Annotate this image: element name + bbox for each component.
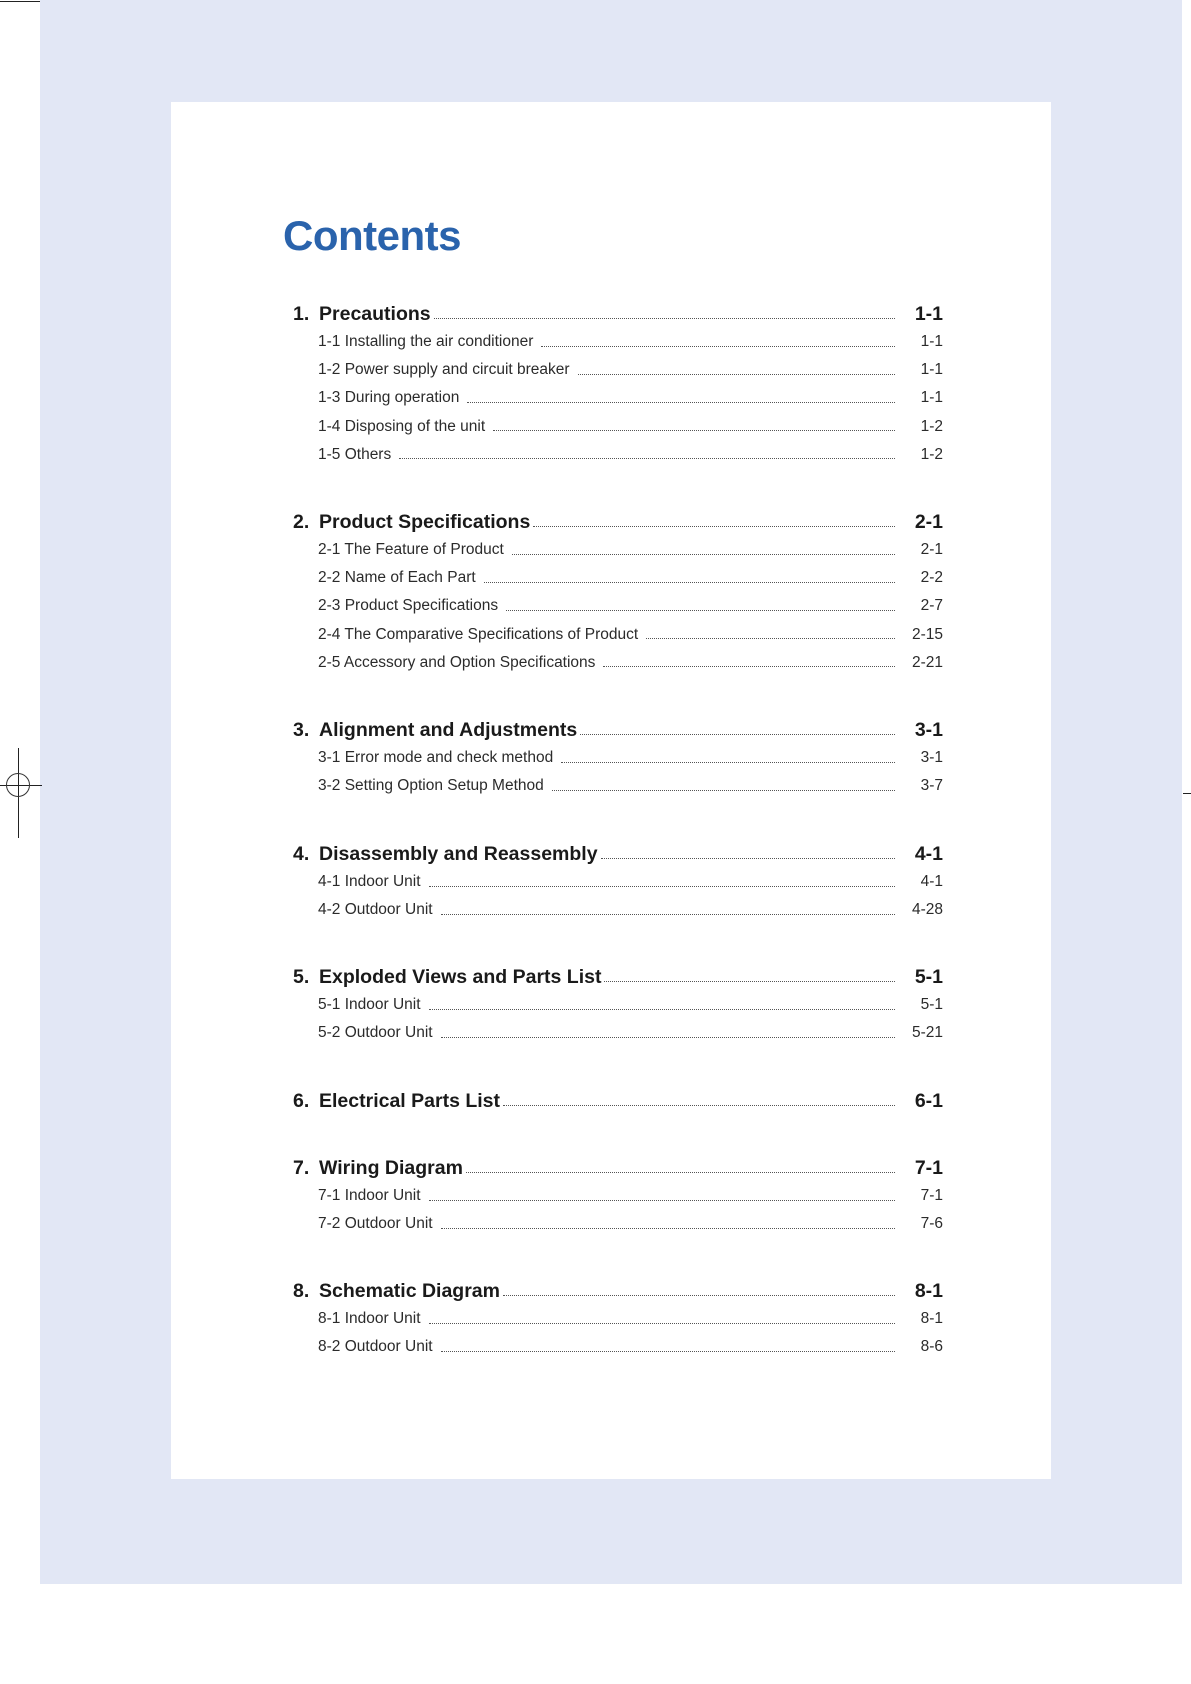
subsection-page: 2-1 xyxy=(920,541,943,558)
dot-leader xyxy=(601,858,895,859)
toc-subsection-2-3[interactable] xyxy=(318,592,943,620)
subsection-page: 1-1 xyxy=(920,333,943,350)
toc-subsection-4-2[interactable] xyxy=(318,896,943,924)
section-page: 8-1 xyxy=(914,1279,943,1302)
section-title: Schematic Diagram xyxy=(319,1279,500,1302)
subsection-page: 2-21 xyxy=(911,653,943,671)
dot-leader xyxy=(552,790,895,791)
subsection-page: 8-1 xyxy=(920,1310,943,1327)
toc-subsection-1-2[interactable] xyxy=(318,356,943,384)
subsection-page: 5-21 xyxy=(911,1024,943,1042)
subsection-title: 5-1 Indoor Unit xyxy=(318,996,421,1013)
subsection-title: 1-2 Power supply and circuit breaker xyxy=(318,361,570,379)
toc-subsection-1-5[interactable] xyxy=(318,441,943,469)
toc-subsection-2-4[interactable] xyxy=(318,621,943,649)
section-number: 4. xyxy=(293,842,310,865)
dot-leader xyxy=(646,638,895,639)
toc-section-5[interactable] xyxy=(293,963,943,991)
dot-leader xyxy=(578,374,895,375)
toc-subsection-8-2[interactable] xyxy=(318,1333,943,1361)
dot-leader xyxy=(399,458,895,459)
dot-leader xyxy=(441,1351,895,1352)
section-title: Alignment and Adjustments xyxy=(319,718,578,741)
section-title: Product Specifications xyxy=(319,510,531,533)
section-title: Wiring Diagram xyxy=(319,1156,463,1179)
section-title: Electrical Parts List xyxy=(319,1089,501,1112)
toc-subsection-3-2[interactable] xyxy=(318,772,943,800)
dot-leader xyxy=(506,610,895,611)
toc-subsection-2-5[interactable] xyxy=(318,649,943,677)
toc-subsection-1-4[interactable] xyxy=(318,413,943,441)
toc-subsection-1-3[interactable] xyxy=(318,384,943,412)
toc-subsection-7-2[interactable] xyxy=(318,1210,943,1238)
dot-leader xyxy=(467,402,895,403)
subsection-title: 2-1 The Feature of Product xyxy=(318,541,504,558)
dot-leader xyxy=(512,554,895,555)
dot-leader xyxy=(503,1105,895,1106)
section-number: 5. xyxy=(293,965,310,988)
subsection-page: 1-2 xyxy=(920,417,943,435)
dot-leader xyxy=(503,1295,895,1296)
subsection-page: 7-1 xyxy=(920,1187,943,1204)
toc-subsection-2-1[interactable] xyxy=(318,536,943,564)
section-number: 8. xyxy=(293,1279,310,1302)
toc-section-6[interactable] xyxy=(293,1087,943,1115)
section-title: Precautions xyxy=(319,302,431,325)
section-page: 4-1 xyxy=(914,842,943,865)
toc-subsection-3-1[interactable] xyxy=(318,744,943,772)
dot-leader xyxy=(603,666,895,667)
section-page: 2-1 xyxy=(914,510,943,533)
section-title: Exploded Views and Parts List xyxy=(319,965,602,988)
section-number: 3. xyxy=(293,718,310,741)
subsection-title: 2-4 The Comparative Specifications of Product xyxy=(318,625,639,643)
subsection-page: 2-2 xyxy=(920,569,943,587)
section-number: 6. xyxy=(293,1089,310,1112)
subsection-page: 8-6 xyxy=(920,1338,943,1356)
section-page: 7-1 xyxy=(914,1156,943,1179)
subsection-title: 8-1 Indoor Unit xyxy=(318,1310,421,1327)
subsection-title: 5-2 Outdoor Unit xyxy=(318,1024,433,1042)
subsection-title: 1-3 During operation xyxy=(318,389,460,407)
subsection-page: 3-7 xyxy=(920,777,943,795)
subsection-title: 1-5 Others xyxy=(318,445,392,463)
dot-leader xyxy=(541,346,895,347)
dot-leader xyxy=(429,886,895,887)
registration-mark-icon xyxy=(6,773,30,797)
toc-section-1[interactable] xyxy=(293,300,943,328)
section-number: 2. xyxy=(293,510,310,533)
subsection-title: 1-1 Installing the air conditioner xyxy=(318,333,534,350)
subsection-title: 3-2 Setting Option Setup Method xyxy=(318,777,544,795)
subsection-title: 4-2 Outdoor Unit xyxy=(318,901,433,919)
dot-leader xyxy=(466,1172,895,1173)
dot-leader xyxy=(484,582,895,583)
toc-subsection-5-2[interactable] xyxy=(318,1019,943,1047)
subsection-page: 5-1 xyxy=(920,996,943,1013)
subsection-title: 2-3 Product Specifications xyxy=(318,597,499,615)
dot-leader xyxy=(429,1009,895,1010)
page-title: Contents xyxy=(283,212,461,259)
toc-subsection-4-1[interactable] xyxy=(318,868,943,896)
subsection-title: 7-1 Indoor Unit xyxy=(318,1187,421,1204)
dot-leader xyxy=(604,981,895,982)
dot-leader xyxy=(441,1037,895,1038)
section-page: 5-1 xyxy=(914,965,943,988)
dot-leader xyxy=(561,762,895,763)
toc-subsection-7-1[interactable] xyxy=(318,1182,943,1210)
subsection-title: 4-1 Indoor Unit xyxy=(318,873,421,890)
subsection-title: 8-2 Outdoor Unit xyxy=(318,1338,433,1356)
toc-section-2[interactable] xyxy=(293,508,943,536)
dot-leader xyxy=(441,1228,895,1229)
toc-subsection-1-1[interactable] xyxy=(318,328,943,356)
subsection-page: 4-28 xyxy=(911,901,943,919)
dot-leader xyxy=(434,318,895,319)
subsection-title: 1-4 Disposing of the unit xyxy=(318,417,486,435)
dot-leader xyxy=(493,430,895,431)
subsection-page: 3-1 xyxy=(920,749,943,766)
crop-mark-right xyxy=(1183,793,1191,794)
section-page: 1-1 xyxy=(914,302,943,325)
dot-leader xyxy=(429,1323,895,1324)
subsection-page: 1-2 xyxy=(920,445,943,463)
crop-mark-top xyxy=(0,1,40,2)
dot-leader xyxy=(441,914,895,915)
subsection-title: 2-2 Name of Each Part xyxy=(318,569,476,587)
toc-section-7[interactable] xyxy=(293,1154,943,1182)
subsection-page: 1-1 xyxy=(920,361,943,379)
toc-section-3[interactable] xyxy=(293,716,943,744)
section-title: Disassembly and Reassembly xyxy=(319,842,598,865)
dot-leader xyxy=(533,526,895,527)
subsection-title: 3-1 Error mode and check method xyxy=(318,749,554,766)
subsection-title: 2-5 Accessory and Option Specifications xyxy=(318,653,596,671)
section-page: 3-1 xyxy=(914,718,943,741)
subsection-page: 4-1 xyxy=(920,873,943,890)
section-page: 6-1 xyxy=(914,1089,943,1112)
subsection-title: 7-2 Outdoor Unit xyxy=(318,1215,433,1233)
toc-section-4[interactable] xyxy=(293,840,943,868)
toc-section-8[interactable] xyxy=(293,1277,943,1305)
toc-subsection-2-2[interactable] xyxy=(318,564,943,592)
section-number: 1. xyxy=(293,302,310,325)
dot-leader xyxy=(429,1200,895,1201)
toc-subsection-5-1[interactable] xyxy=(318,991,943,1019)
subsection-page: 2-15 xyxy=(911,625,943,643)
toc-subsection-8-1[interactable] xyxy=(318,1305,943,1333)
section-number: 7. xyxy=(293,1156,310,1179)
subsection-page: 7-6 xyxy=(920,1215,943,1233)
subsection-page: 2-7 xyxy=(920,597,943,615)
subsection-page: 1-1 xyxy=(920,389,943,407)
dot-leader xyxy=(580,734,895,735)
